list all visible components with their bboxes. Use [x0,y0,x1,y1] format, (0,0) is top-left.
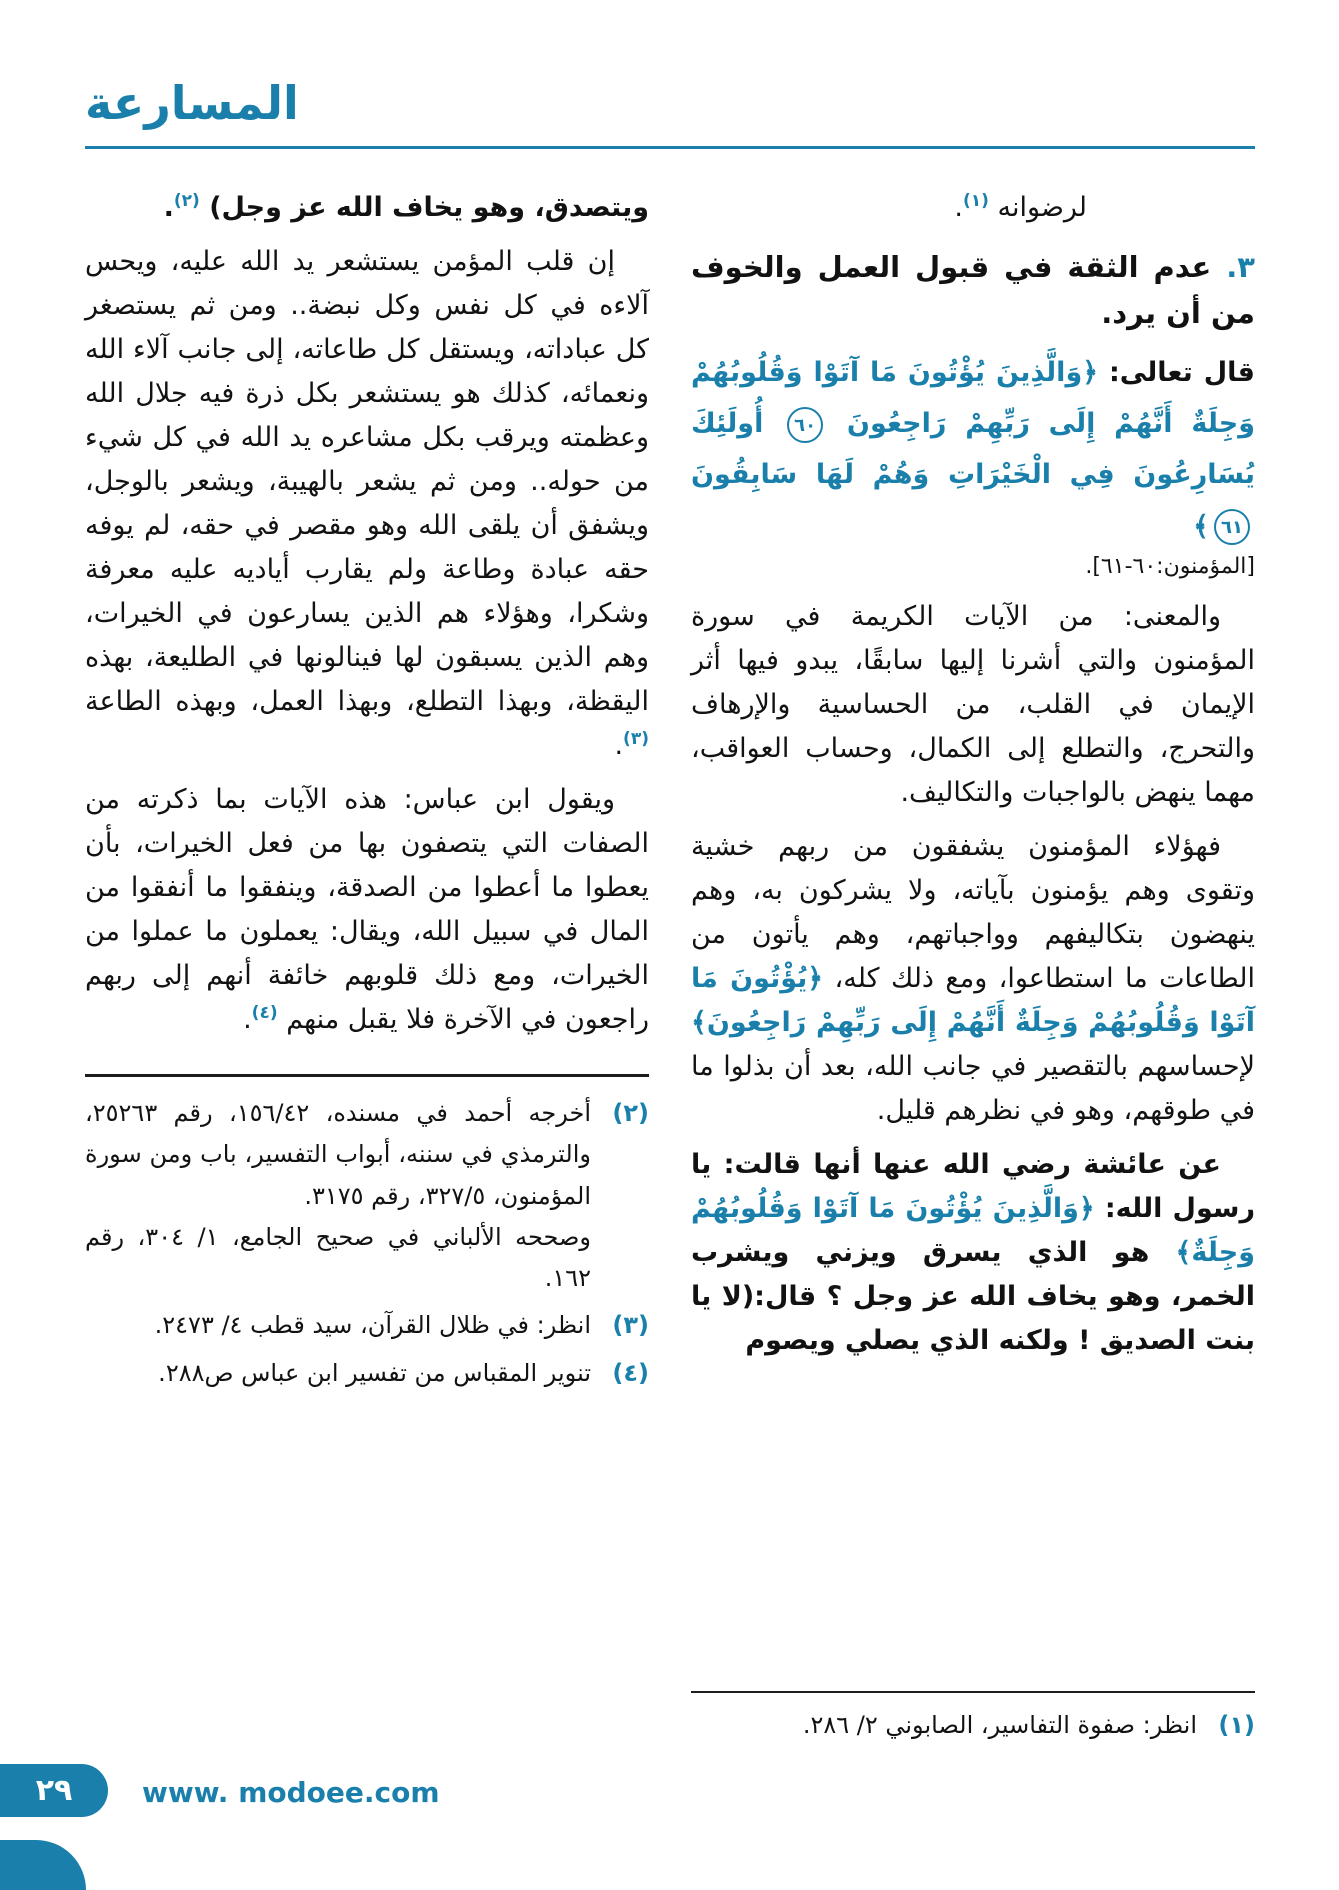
footnote-line: أخرجه أحمد في مسنده، ١٥٦/٤٢، رقم ٢٥٢٦٣، والترمذي في سننه، أبواب التفسير، باب ومن سورة المؤمنون، ٣٢٧/٥، رقم ٣١٧٥. [85,1099,591,1210]
verse-intro: قال تعالى: [1098,356,1255,388]
continuation-tail: . [954,192,963,223]
footnote-ref-1: (١) [962,191,989,211]
hadith-end-tail: . [163,192,174,223]
column-right [691,186,1255,1752]
footnote-ref-4: (٤) [251,1003,278,1023]
footnote-line: انظر: في ظلال القرآن، سيد قطب ٤/ ٢٤٧٣. [154,1311,591,1340]
zilal-tail: . [614,730,624,761]
aisha-text-post: هو الذي يسرق ويزني ويشرب الخمر، وهو يخاف الله عز وجل ؟ قال:(لا يا بنت الصديق ! ولكنه الذي يصلي ويصوم [691,1236,1255,1356]
continuation-text: لرضوانه [988,192,1087,223]
footnote-text [155,1305,591,1346]
believers-paragraph [691,825,1255,1133]
zilal-text: إن قلب المؤمن يستشعر يد الله عليه، ويحس آلاءه في كل نفس وكل نبضة.. ومن ثم يستصغر كل عباداته، ويستقل كل طاعاته، إلى جانب آلاء الله ونعمائه، كذلك هو يستشعر بكل ذرة فيه جلال الله وعظمته ويرقب بكل مشاعره يد الله في كل شيء من حوله.. ومن ثم يشعر بالهيبة، ويشعر بالوجل، ويشفق أن يلقى الله وهو مقصر في حقه، لم يوفه حقه عبادة وطاعة ولم يقارب أياديه عليه معرفة وشكرا، وهؤلاء هم الذين يسارعون في الخيرات، وهم الذين يسبقون لها فينالونها في الطليعة، بهذه اليقظة، وبهذا التطلع، وبهذا العمل، وبهذه الطاعة [85,246,649,717]
corner-accent [0,1840,86,1890]
inline-quran-quote: ﴿يُؤْتُونَ مَا آتَوْا وَقُلُوبُهُمْ وَجِلَةٌ أَنَّهُمْ إِلَى رَبِّهِمْ رَاجِعُونَ﴾ [691,962,1255,1038]
book-title-logo: المسارعة [85,76,299,130]
hadith-end-paragraph [85,186,649,230]
quran-verse-close: ﴾ [1193,510,1209,542]
website-url: www. modoee.com [142,1776,440,1809]
footnote-separator-right [691,1691,1255,1693]
footnote-marker: (٢) [612,1099,649,1127]
ibn-abbas-text: ويقول ابن عباس: هذه الآيات بما ذكرته من الصفات التي يتصفون بها من فعل الخيرات، بأن يعطوا ما أعطوا من الصدقة، وينفقوا ما أنفقوا من المال في سبيل الله، ويقال: يعملون ما عملوا من الخيرات، ومع ذلك قلوبهم خائفة أنهم إلى ربهم راجعون في الآخرة فلا يقبل منهم [85,784,649,1035]
section-number: ٣. [1226,250,1255,284]
aisha-text-pre: عن عائشة رضي الله عنها أنها قالت: يا رسول الله: [691,1148,1255,1224]
aisha-hadith-paragraph [691,1143,1255,1363]
footnote-line: تنوير المقباس من تفسير ابن عباس ص٢٨٨. [158,1358,591,1387]
ayah-number-60: ٦٠ [787,407,823,443]
footnote-separator-left [85,1074,649,1077]
page-number-badge: ٢٩ [0,1764,108,1817]
quran-verse-paragraph [691,347,1255,552]
quran-verse-text-1: ﴿وَالَّذِينَ يُؤْتُونَ مَا آتَوْا وَقُلُوبُهُمْ وَجِلَةٌ أَنَّهُمْ إِلَى رَبِّهِمْ رَاجِعُونَ [691,356,1255,440]
ibn-abbas-tail: . [243,1004,252,1035]
footnote-line: وصححه الألباني في صحيح الجامع، ١/ ٣٠٤، رقم ١٦٢. [85,1222,591,1293]
main-content [85,186,1255,1752]
zilal-paragraph [85,240,649,768]
section-heading-text: عدم الثقة في قبول العمل والخوف من أن يرد. [691,250,1255,331]
believers-text-pre: فهؤلاء المؤمنون يشفقون من ربهم خشية وتقوى وهم يؤمنون بآياته، ولا يشركون به، وهم ينهضون بتكاليفهم وواجباتهم، وهم يأتون من الطاعات ما استطاعوا، ومع ذلك كله، [691,830,1255,994]
footnote-text [158,1353,591,1394]
inline-quran-quote-2: ﴿وَالَّذِينَ يُؤْتُونَ مَا آتَوْا وَقُلُوبُهُمْ وَجِلَةٌ﴾ [691,1192,1255,1268]
right-footnote-block [691,1691,1255,1752]
verse-citation: [المؤمنون:٦٠-٦١]. [1085,553,1255,579]
footnote-marker: (٣) [612,1311,649,1340]
footnote-marker: (١) [1218,1710,1255,1739]
footnote-ref-3: (٣) [623,729,649,749]
meaning-paragraph: والمعنى: من الآيات الكريمة في سورة المؤمنون والتي أشرنا إليها سابقًا، يبدو فيها أثر الإيمان في القلب، من الحساسية والإرهاف والتحرج، والتطلع إلى الكمال، وحساب العواقب، مهما ينهض بالواجبات والتكاليف. [691,600,1255,808]
section-heading [691,244,1255,337]
hadith-end-text: ويتصدق، وهو يخاف الله عز وجل) [199,192,649,223]
footnote-3 [85,1305,649,1346]
ibn-abbas-paragraph [85,778,649,1042]
footnote-marker: (٤) [612,1358,649,1387]
footnote-ref-2: (٢) [173,191,200,211]
ayah-number-61: ٦١ [1214,509,1250,545]
footnote-2 [85,1093,649,1299]
footnote-line: انظر: صفوة التفاسير، الصابوني ٢/ ٢٨٦. [802,1710,1197,1739]
header-rule [85,146,1255,149]
footnote-text [803,1705,1197,1746]
footnote-1 [691,1705,1255,1746]
quran-verse-text-2: أُولَئِكَ يُسَارِعُونَ فِي الْخَيْرَاتِ وَهُمْ لَهَا سَابِقُونَ [691,408,1255,491]
column-left [85,186,649,1752]
footnote-4 [85,1353,649,1394]
footnote-text [85,1093,591,1299]
believers-text-post: لإحساسهم بالتقصير في جانب الله، بعد أن بذلوا ما في طوقهم، وهو في نظرهم قليل. [691,1050,1255,1126]
continuation-paragraph [691,186,1255,230]
